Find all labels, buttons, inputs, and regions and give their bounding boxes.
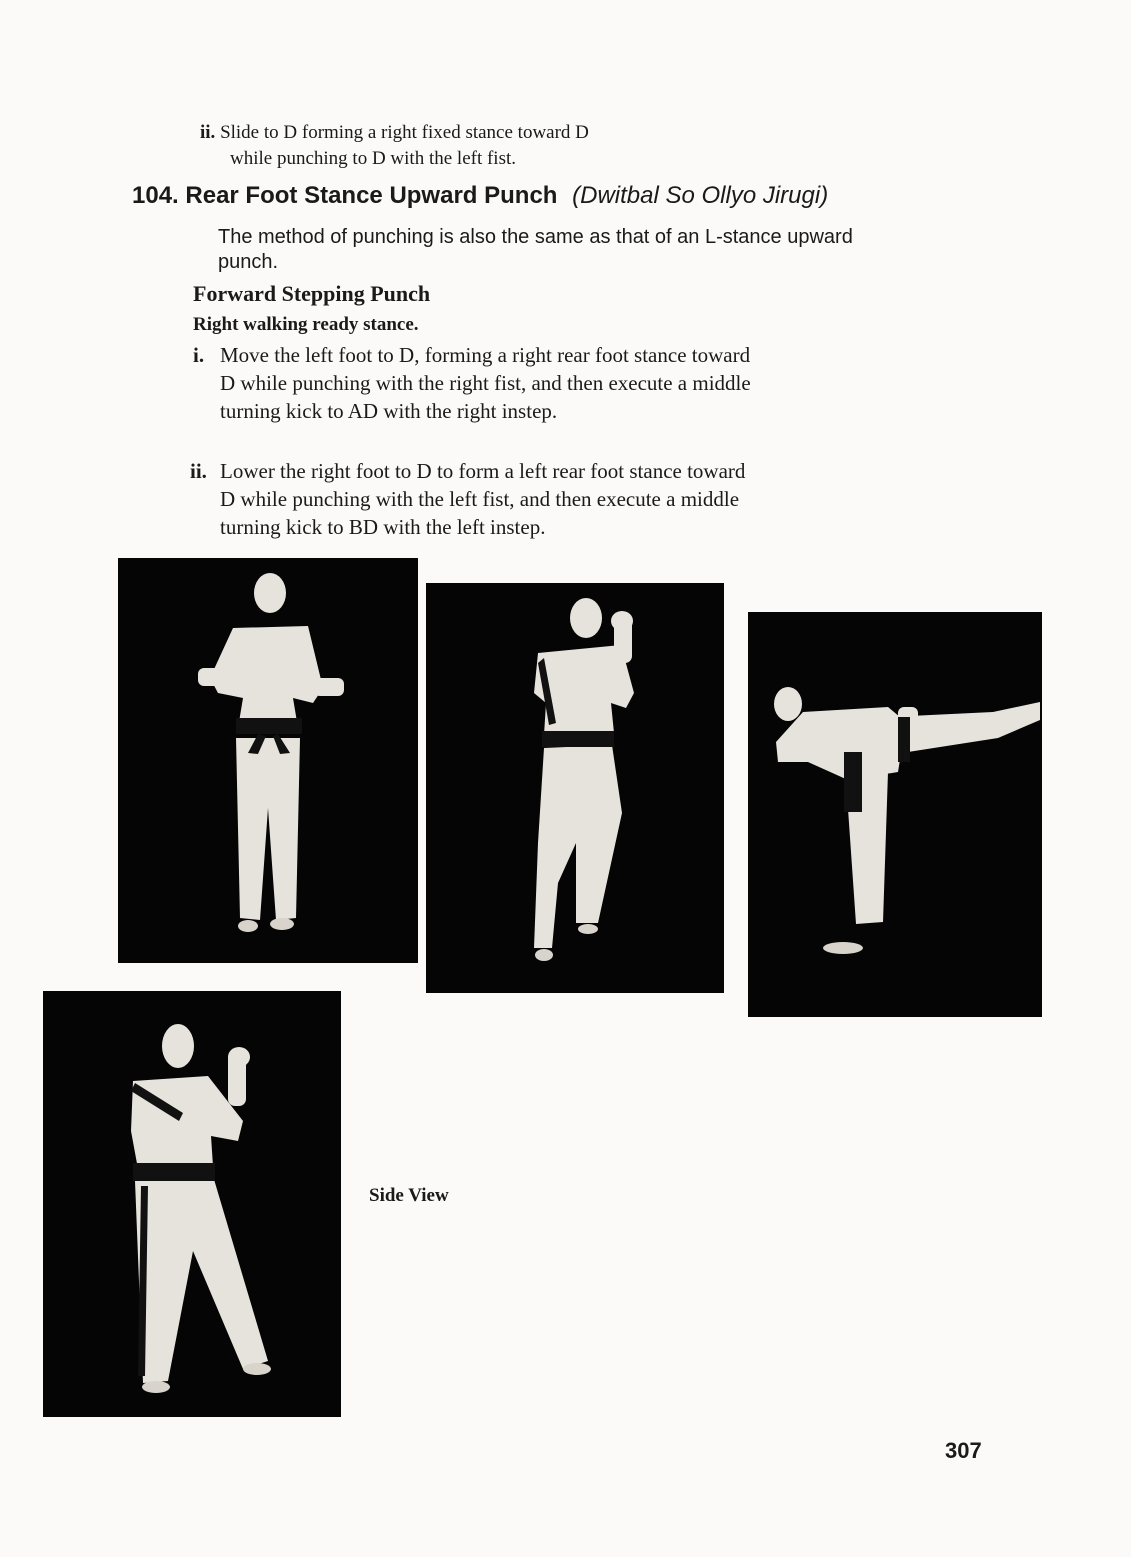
figure-side-view	[43, 991, 341, 1417]
prev-step-line-2: while punching to D with the left fist.	[230, 148, 517, 169]
step-2-line-1: Lower the right foot to D to form a left rear foot stance toward	[220, 459, 746, 483]
prev-step-numeral: ii.	[200, 122, 216, 143]
step-2-line-3: turning kick to BD with the left instep.	[220, 515, 546, 539]
section-heading	[132, 182, 828, 210]
photo-forward-punch	[426, 583, 724, 993]
photo-ready-stance	[118, 558, 418, 963]
figure-forward-punch	[426, 583, 724, 993]
section-intro-line-1: The method of punching is also the same as that of an L-stance upward	[218, 226, 853, 248]
side-view-caption: Side View	[369, 1185, 449, 1206]
step-1-numeral: i.	[193, 343, 205, 367]
section-intro-line-2: punch.	[218, 251, 279, 273]
section-number: 104.	[132, 182, 179, 209]
step-1-line-2: D while punching with the right fist, and then execute a middle	[220, 371, 751, 395]
figure-ready-stance	[118, 558, 418, 963]
figure-turning-kick	[748, 612, 1042, 1017]
photo-turning-kick	[748, 612, 1042, 1017]
step-1-line-1: Move the left foot to D, forming a right rear foot stance toward	[220, 343, 751, 367]
ready-stance: Right walking ready stance.	[193, 314, 419, 335]
page-number: 307	[945, 1438, 982, 1463]
prev-step-line-1: Slide to D forming a right fixed stance toward D	[220, 122, 589, 143]
step-2-line-2: D while punching with the left fist, and then execute a middle	[220, 487, 740, 511]
prev-step	[200, 120, 589, 146]
section-korean-title: (Dwitbal So Ollyo Jirugi)	[572, 182, 829, 209]
subheading: Forward Stepping Punch	[193, 281, 431, 306]
photo-side-view	[43, 991, 341, 1417]
section-title: Rear Foot Stance Upward Punch	[185, 182, 558, 209]
step-1-line-3: turning kick to AD with the right instep.	[220, 399, 558, 423]
step-2-numeral: ii.	[190, 459, 207, 483]
